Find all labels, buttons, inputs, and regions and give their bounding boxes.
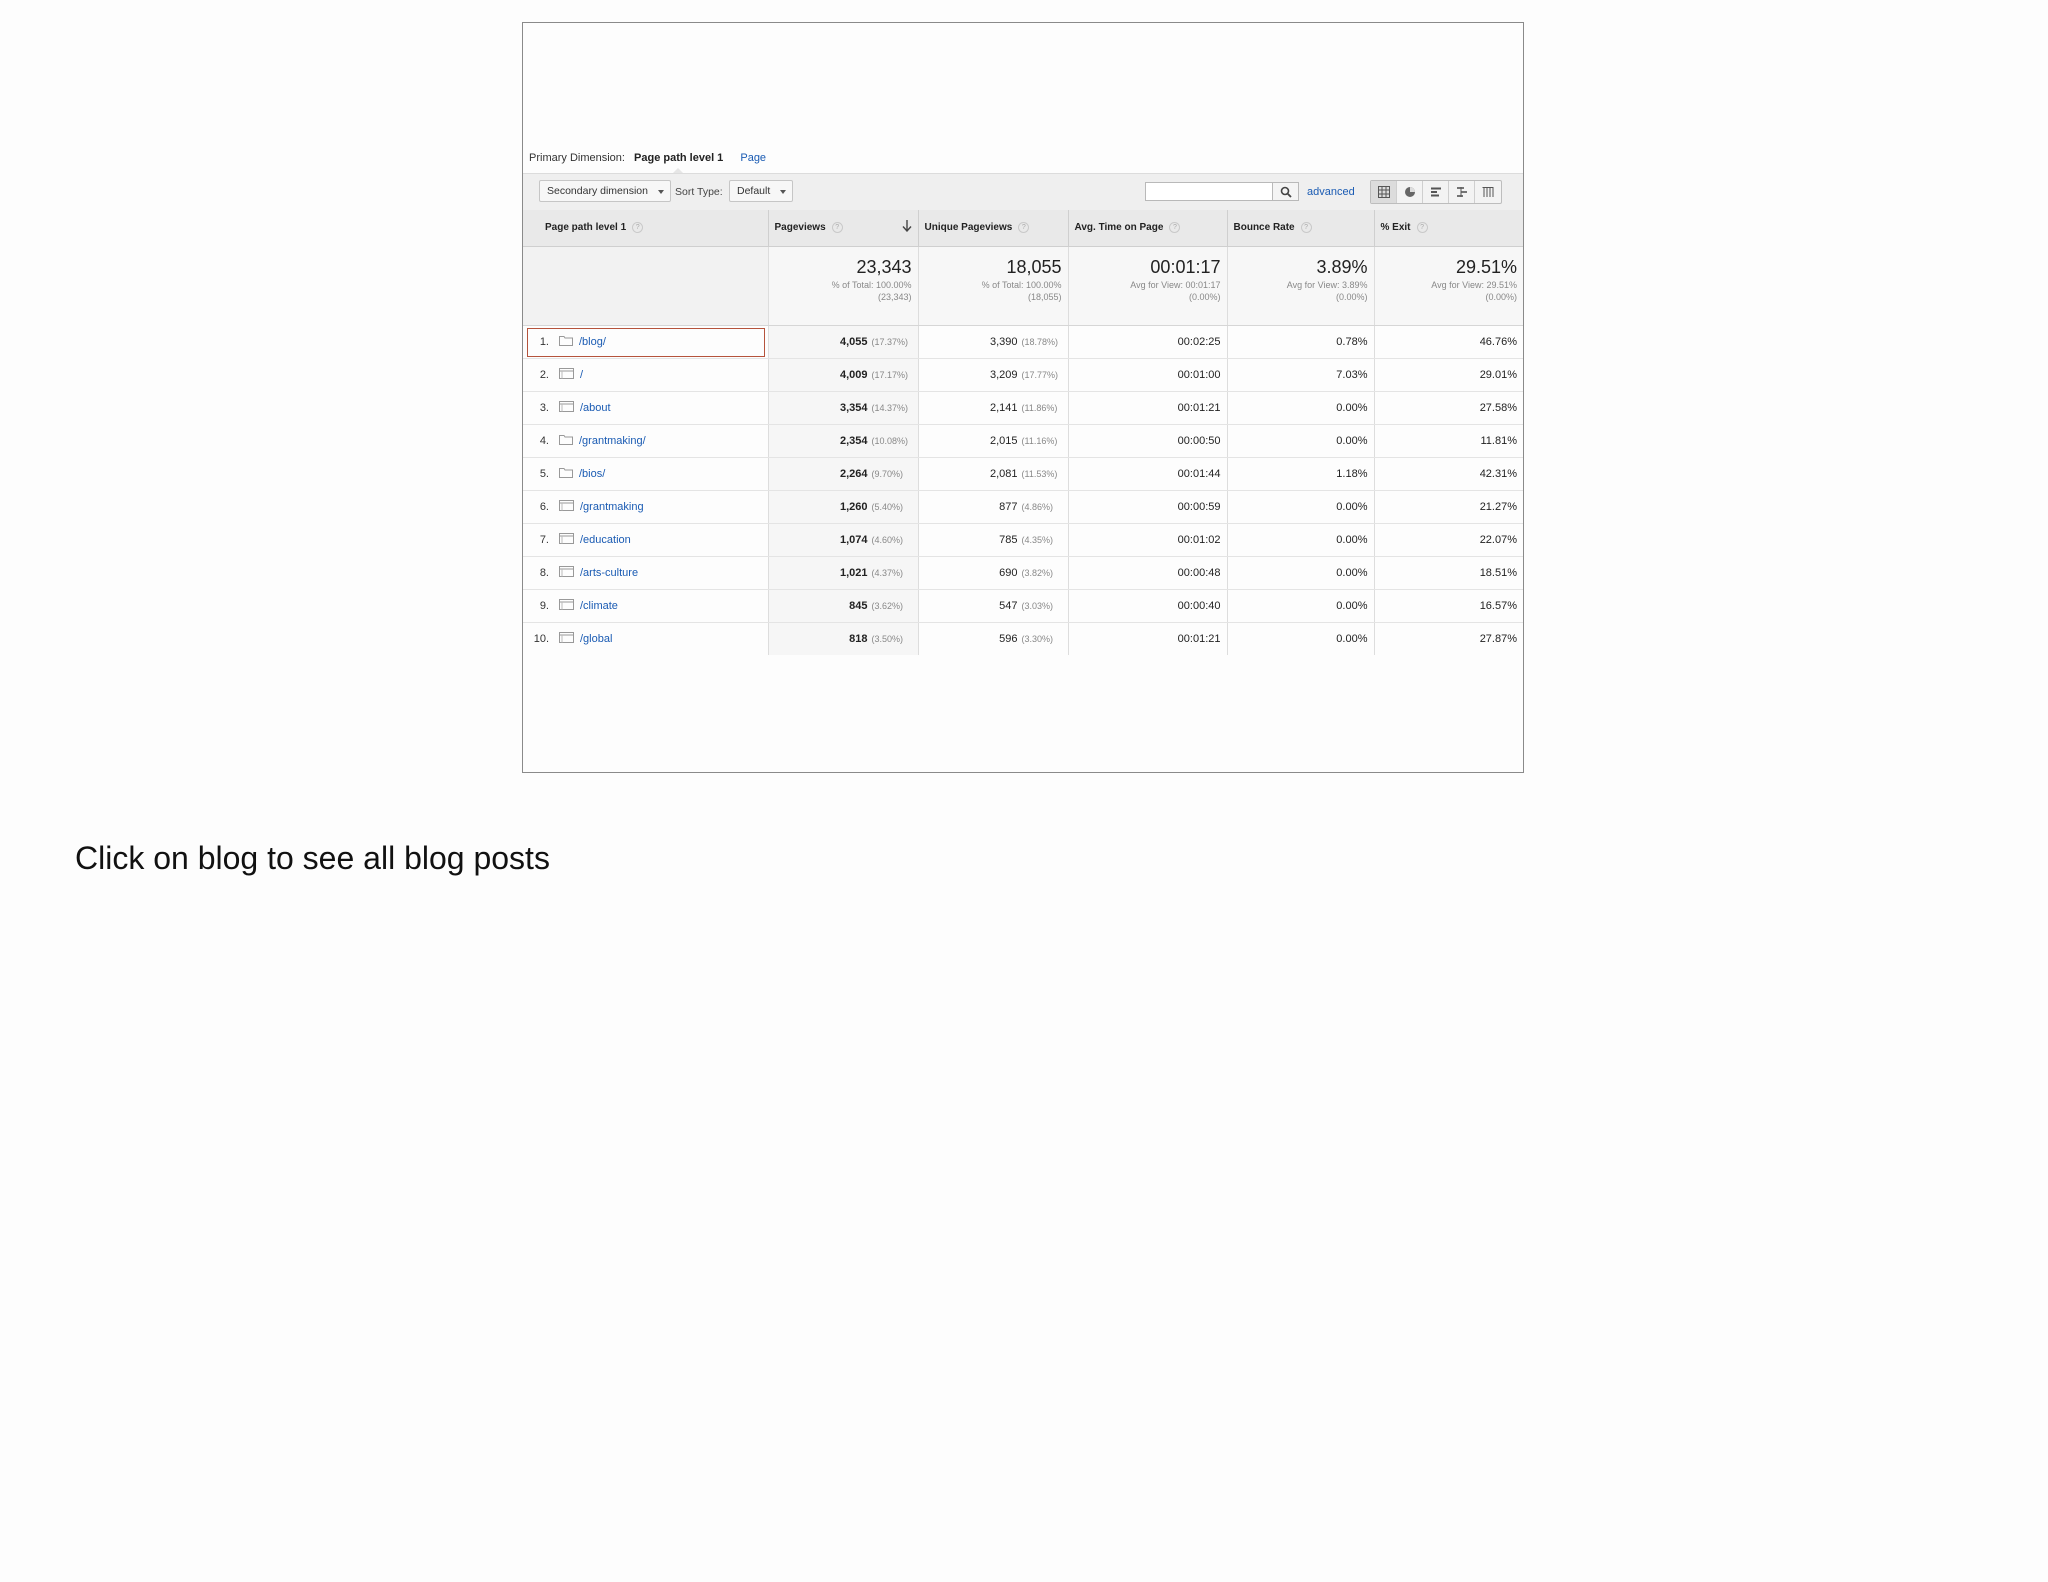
help-icon[interactable]: ? — [1301, 222, 1312, 233]
pageviews-value: 2,354 — [839, 435, 868, 447]
row-exit-cell — [1374, 359, 1523, 392]
total-subtext: (0.00%) — [1188, 292, 1221, 302]
row-pageviews-cell — [768, 557, 918, 590]
exit-value: 46.76% — [1479, 336, 1517, 348]
table-row — [523, 623, 1523, 656]
exit-value: 29.01% — [1479, 369, 1517, 381]
table-row — [523, 491, 1523, 524]
pageviews-value: 1,021 — [839, 567, 868, 579]
row-bounce-rate-cell — [1227, 491, 1374, 524]
exit-value: 27.87% — [1479, 633, 1517, 645]
page-icon — [559, 533, 574, 547]
row-exit-cell — [1374, 458, 1523, 491]
avg-time-value: 00:00:40 — [1177, 600, 1221, 612]
table-row — [523, 458, 1523, 491]
total-value: 29.51% — [1455, 257, 1517, 277]
row-pageviews-cell — [768, 590, 918, 623]
totals-cell-empty — [523, 247, 768, 326]
row-exit-cell — [1374, 557, 1523, 590]
unique-pageviews-value: 877 — [999, 501, 1018, 513]
column-header-label: Page path level 1 — [545, 222, 627, 234]
row-avg-time-cell — [1068, 326, 1227, 359]
pageviews-value: 4,055 — [839, 336, 868, 348]
unique-pageviews-value: 547 — [999, 600, 1018, 612]
table-row — [523, 590, 1523, 623]
unique-pageviews-percent: (11.16%) — [1021, 436, 1058, 446]
avg-time-value: 00:01:02 — [1177, 534, 1221, 546]
row-number: 10. — [533, 632, 549, 645]
avg-time-value: 00:00:59 — [1177, 501, 1221, 513]
bounce-rate-value: 0.78% — [1336, 336, 1368, 348]
row-pageviews-cell — [768, 392, 918, 425]
sort-descending-icon — [902, 220, 912, 232]
exit-value: 11.81% — [1480, 435, 1517, 447]
row-exit-cell — [1374, 326, 1523, 359]
bounce-rate-value: 1.18% — [1336, 468, 1368, 480]
row-page-path-link[interactable]: /bios/ — [579, 467, 606, 480]
unique-pageviews-value: 3,390 — [989, 336, 1018, 348]
row-number: 3. — [539, 401, 549, 414]
table-row — [523, 392, 1523, 425]
column-header-label: Unique Pageviews — [924, 222, 1013, 234]
bounce-rate-value: 0.00% — [1336, 501, 1368, 513]
row-unique-pageviews-cell — [918, 623, 1068, 656]
pageviews-percent: (17.17%) — [871, 370, 909, 380]
help-icon[interactable]: ? — [832, 222, 843, 233]
row-page-path-link[interactable]: /blog/ — [579, 335, 606, 348]
row-page-path-link[interactable]: /global — [580, 632, 613, 645]
row-page-path-link[interactable]: / — [580, 368, 584, 381]
row-dimension-cell — [523, 524, 768, 557]
avg-time-value: 00:00:48 — [1177, 567, 1221, 579]
sort-type-value: Default — [737, 185, 771, 197]
pageviews-percent: (4.37%) — [871, 568, 904, 578]
table-row — [523, 359, 1523, 392]
comparison-view-button[interactable] — [1449, 181, 1475, 203]
row-number: 1. — [539, 335, 549, 348]
pageviews-percent: (9.70%) — [871, 469, 904, 479]
pageviews-percent: (5.40%) — [871, 502, 904, 512]
primary-dimension-page-link[interactable]: Page — [740, 152, 767, 164]
avg-time-value: 00:01:21 — [1177, 633, 1221, 645]
bounce-rate-value: 0.00% — [1336, 567, 1368, 579]
row-avg-time-cell — [1068, 557, 1227, 590]
exit-value: 22.07% — [1479, 534, 1517, 546]
total-subtext: (18,055) — [1027, 292, 1062, 302]
column-header-label: Bounce Rate — [1233, 222, 1295, 234]
row-bounce-rate-cell — [1227, 557, 1374, 590]
total-value: 23,343 — [856, 257, 912, 277]
chevron-down-icon — [658, 190, 664, 194]
row-dimension-cell — [523, 425, 768, 458]
row-number: 7. — [539, 533, 549, 546]
row-unique-pageviews-cell — [918, 491, 1068, 524]
column-header-exit[interactable] — [1374, 210, 1523, 247]
unique-pageviews-value: 3,209 — [989, 369, 1018, 381]
help-icon[interactable]: ? — [1417, 222, 1428, 233]
help-icon[interactable]: ? — [632, 222, 643, 233]
exit-value: 27.58% — [1479, 402, 1517, 414]
row-avg-time-cell — [1068, 458, 1227, 491]
row-pageviews-cell — [768, 326, 918, 359]
row-avg-time-cell — [1068, 590, 1227, 623]
unique-pageviews-percent: (3.30%) — [1021, 634, 1054, 644]
row-dimension-cell — [523, 326, 768, 359]
row-avg-time-cell — [1068, 392, 1227, 425]
row-pageviews-cell — [768, 458, 918, 491]
row-exit-cell — [1374, 623, 1523, 656]
pageviews-value: 818 — [849, 633, 868, 645]
total-subtext: Avg for View: 00:01:17 — [1130, 280, 1221, 290]
page-icon — [559, 500, 574, 514]
pivot-view-button[interactable] — [1475, 181, 1501, 203]
pie-view-button[interactable] — [1397, 181, 1423, 203]
column-header-unique-pageviews[interactable] — [918, 210, 1068, 247]
pageviews-value: 3,354 — [839, 402, 868, 414]
pageviews-value: 1,074 — [839, 534, 868, 546]
avg-time-value: 00:02:25 — [1177, 336, 1221, 348]
bounce-rate-value: 0.00% — [1336, 600, 1368, 612]
row-number: 9. — [539, 599, 549, 612]
avg-time-value: 00:01:00 — [1177, 369, 1221, 381]
secondary-dimension-dropdown[interactable] — [539, 180, 671, 202]
avg-time-value: 00:00:50 — [1177, 435, 1221, 447]
table-search-input[interactable] — [1145, 182, 1273, 201]
row-avg-time-cell — [1068, 491, 1227, 524]
row-exit-cell — [1374, 524, 1523, 557]
row-number: 2. — [539, 368, 549, 381]
row-page-path-link[interactable]: /education — [580, 533, 631, 546]
totals-cell — [918, 247, 1068, 326]
row-pageviews-cell — [768, 491, 918, 524]
table-row — [523, 425, 1523, 458]
avg-time-value: 00:01:21 — [1177, 402, 1221, 414]
bounce-rate-value: 7.03% — [1336, 369, 1368, 381]
total-value: 00:01:17 — [1150, 257, 1221, 277]
pivot-view-icon — [1482, 186, 1494, 198]
row-bounce-rate-cell — [1227, 524, 1374, 557]
search-icon — [1280, 186, 1292, 198]
unique-pageviews-percent: (11.86%) — [1021, 403, 1058, 413]
report-table — [523, 210, 1523, 655]
primary-dimension-label: Primary Dimension: — [529, 152, 625, 164]
row-avg-time-cell — [1068, 524, 1227, 557]
total-subtext: (0.00%) — [1335, 292, 1368, 302]
row-page-path-link[interactable]: /about — [580, 401, 611, 414]
row-dimension-cell — [523, 623, 768, 656]
row-page-path-link[interactable]: /grantmaking — [580, 500, 644, 513]
unique-pageviews-percent: (3.03%) — [1021, 601, 1054, 611]
exit-value: 42.31% — [1479, 468, 1517, 480]
column-header-avg-time[interactable] — [1068, 210, 1227, 247]
row-dimension-cell — [523, 590, 768, 623]
folder-icon — [559, 467, 573, 481]
totals-cell — [768, 247, 918, 326]
row-dimension-cell — [523, 491, 768, 524]
pageviews-value: 2,264 — [839, 468, 868, 480]
chevron-down-icon — [780, 190, 786, 194]
row-dimension-cell — [523, 359, 768, 392]
row-unique-pageviews-cell — [918, 557, 1068, 590]
pageviews-percent: (14.37%) — [871, 403, 909, 413]
unique-pageviews-percent: (11.53%) — [1021, 469, 1058, 479]
row-bounce-rate-cell — [1227, 425, 1374, 458]
page-icon — [559, 368, 574, 382]
unique-pageviews-value: 2,015 — [989, 435, 1018, 447]
table-toolbar — [523, 173, 1523, 210]
total-subtext: % of Total: 100.00% — [831, 280, 912, 290]
total-subtext: % of Total: 100.00% — [981, 280, 1062, 290]
column-header-label: % Exit — [1380, 222, 1411, 234]
column-header-page-path[interactable] — [523, 210, 768, 247]
bounce-rate-value: 0.00% — [1336, 435, 1368, 447]
pageviews-value: 4,009 — [839, 369, 868, 381]
row-bounce-rate-cell — [1227, 326, 1374, 359]
bounce-rate-value: 0.00% — [1336, 534, 1368, 546]
unique-pageviews-value: 690 — [999, 567, 1018, 579]
row-pageviews-cell — [768, 524, 918, 557]
page-icon — [559, 632, 574, 646]
row-unique-pageviews-cell — [918, 359, 1068, 392]
row-avg-time-cell — [1068, 425, 1227, 458]
exit-value: 18.51% — [1479, 567, 1517, 579]
table-view-icon — [1378, 186, 1390, 198]
row-number: 8. — [539, 566, 549, 579]
search-button[interactable] — [1273, 182, 1299, 201]
row-unique-pageviews-cell — [918, 326, 1068, 359]
pageviews-value: 845 — [849, 600, 868, 612]
table-row — [523, 524, 1523, 557]
row-bounce-rate-cell — [1227, 623, 1374, 656]
row-exit-cell — [1374, 392, 1523, 425]
row-page-path-link[interactable]: /climate — [580, 599, 618, 612]
row-unique-pageviews-cell — [918, 392, 1068, 425]
exit-value: 16.57% — [1479, 600, 1517, 612]
avg-time-value: 00:01:44 — [1177, 468, 1221, 480]
row-page-path-link[interactable]: /grantmaking/ — [579, 434, 646, 447]
exit-value: 21.27% — [1479, 501, 1517, 513]
row-exit-cell — [1374, 590, 1523, 623]
row-dimension-cell — [523, 392, 768, 425]
unique-pageviews-value: 2,141 — [989, 402, 1018, 414]
row-avg-time-cell — [1068, 623, 1227, 656]
bar-view-icon — [1430, 186, 1442, 198]
row-pageviews-cell — [768, 359, 918, 392]
unique-pageviews-value: 2,081 — [989, 468, 1018, 480]
secondary-dimension-label: Secondary dimension — [547, 185, 648, 197]
pageviews-percent: (10.08%) — [871, 436, 909, 446]
total-subtext: Avg for View: 3.89% — [1286, 280, 1368, 290]
screenshot-frame — [522, 22, 1524, 773]
column-header-label: Avg. Time on Page — [1074, 222, 1164, 234]
row-bounce-rate-cell — [1227, 590, 1374, 623]
row-bounce-rate-cell — [1227, 359, 1374, 392]
pageviews-percent: (4.60%) — [871, 535, 904, 545]
highlight-box — [527, 328, 765, 357]
row-dimension-cell — [523, 458, 768, 491]
column-header-bounce-rate[interactable] — [1227, 210, 1374, 247]
page-icon — [559, 599, 574, 613]
row-unique-pageviews-cell — [918, 590, 1068, 623]
row-bounce-rate-cell — [1227, 392, 1374, 425]
unique-pageviews-percent: (18.78%) — [1021, 337, 1059, 347]
totals-row — [523, 247, 1523, 326]
comparison-view-icon — [1456, 186, 1468, 198]
total-subtext: (0.00%) — [1485, 292, 1517, 302]
total-subtext: (23,343) — [877, 292, 912, 302]
bounce-rate-value: 0.00% — [1336, 402, 1368, 414]
row-pageviews-cell — [768, 623, 918, 656]
help-icon[interactable]: ? — [1169, 222, 1180, 233]
page-icon — [559, 566, 574, 580]
table-view-button[interactable] — [1371, 181, 1397, 203]
totals-cell — [1374, 247, 1523, 326]
bounce-rate-value: 0.00% — [1336, 633, 1368, 645]
folder-icon — [559, 434, 573, 448]
pageviews-percent: (3.62%) — [871, 601, 904, 611]
unique-pageviews-percent: (4.35%) — [1021, 535, 1054, 545]
row-unique-pageviews-cell — [918, 458, 1068, 491]
row-pageviews-cell — [768, 425, 918, 458]
pie-view-icon — [1404, 186, 1416, 198]
row-dimension-cell — [523, 557, 768, 590]
column-header-label: Pageviews — [774, 222, 826, 234]
row-number: 6. — [539, 500, 549, 513]
totals-cell — [1068, 247, 1227, 326]
primary-dimension-bar — [529, 152, 766, 164]
row-unique-pageviews-cell — [918, 425, 1068, 458]
unique-pageviews-value: 785 — [999, 534, 1018, 546]
total-value: 18,055 — [1006, 257, 1062, 277]
unique-pageviews-percent: (3.82%) — [1021, 568, 1054, 578]
pageviews-value: 1,260 — [839, 501, 868, 513]
help-icon[interactable]: ? — [1018, 222, 1029, 233]
row-page-path-link[interactable]: /arts-culture — [580, 566, 639, 579]
sort-type-dropdown[interactable] — [729, 180, 793, 202]
total-value: 3.89% — [1316, 257, 1368, 277]
totals-cell — [1227, 247, 1374, 326]
pageviews-percent: (3.50%) — [871, 634, 904, 644]
table-header-row — [523, 210, 1523, 247]
row-exit-cell — [1374, 425, 1523, 458]
primary-dimension-current[interactable]: Page path level 1 — [634, 152, 724, 164]
row-unique-pageviews-cell — [918, 524, 1068, 557]
row-number: 4. — [539, 434, 549, 447]
slide-caption: Click on blog to see all blog posts — [75, 840, 550, 876]
bar-view-button[interactable] — [1423, 181, 1449, 203]
pageviews-percent: (17.37%) — [871, 337, 909, 347]
total-subtext: Avg for View: 29.51% — [1431, 280, 1517, 290]
table-row — [523, 557, 1523, 590]
column-header-pageviews[interactable] — [768, 210, 918, 247]
row-number: 5. — [539, 467, 549, 480]
table-row — [523, 326, 1523, 359]
unique-pageviews-percent: (17.77%) — [1021, 370, 1059, 380]
row-exit-cell — [1374, 491, 1523, 524]
sort-type-label: Sort Type: — [675, 186, 723, 198]
view-switcher — [1370, 180, 1502, 204]
row-bounce-rate-cell — [1227, 458, 1374, 491]
advanced-filter-link[interactable]: advanced — [1307, 186, 1355, 198]
unique-pageviews-value: 596 — [999, 633, 1018, 645]
row-avg-time-cell — [1068, 359, 1227, 392]
page-icon — [559, 401, 574, 415]
unique-pageviews-percent: (4.86%) — [1021, 502, 1054, 512]
